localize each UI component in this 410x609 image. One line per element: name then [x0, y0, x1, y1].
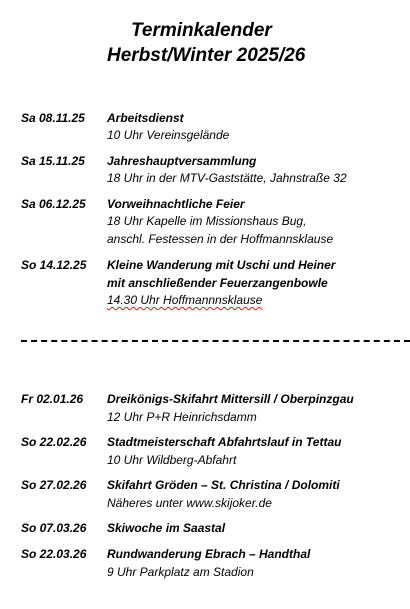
event-detail: 10 Uhr Wildberg-Abfahrt [107, 453, 237, 467]
event-date: Sa 15.11.25 [21, 154, 85, 168]
event-date: Fr 02.01.26 [21, 392, 84, 406]
event-date: Sa 06.12.25 [21, 197, 86, 211]
section-divider [21, 340, 410, 342]
event-title: Stadtmeisterschaft Abfahrtslauf in Tettau [107, 435, 342, 449]
event-date: Sa 08.11.25 [21, 111, 85, 125]
page-title-line1: Terminkalender [131, 20, 272, 41]
event-date: So 22.03.26 [21, 547, 87, 561]
event-detail: 18 Uhr in der MTV-Gaststätte, Jahnstraße 32 [107, 171, 347, 185]
page-title-line2: Herbst/Winter 2025/26 [107, 45, 306, 66]
event-title: Rundwanderung Ebrach – Handthal [107, 547, 311, 561]
event-date: So 14.12.25 [21, 258, 87, 272]
event-detail: 18 Uhr Kapelle im Missionshaus Bug, [107, 214, 307, 228]
event-title: Vorweihnachtliche Feier [107, 197, 245, 211]
event-date: So 22.02.26 [21, 435, 87, 449]
event-detail: 12 Uhr P+R Heinrichsdamm [107, 410, 257, 424]
event-title: Dreikönigs-Skifahrt Mittersill / Oberpinzgau [107, 392, 354, 406]
event-detail: Näheres unter www.skijoker.de [107, 496, 272, 510]
event-detail: 10 Uhr Vereinsgelände [107, 128, 230, 142]
event-date: So 07.03.26 [21, 521, 87, 535]
event-title: Skiwoche im Saastal [107, 521, 226, 535]
event-title-line2: mit anschließender Feuerzangenbowle [107, 276, 328, 290]
event-detail: anschl. Festessen in der Hoffmannsklause [107, 232, 334, 246]
event-date: So 27.02.26 [21, 478, 87, 492]
event-title: Jahreshauptversammlung [107, 154, 257, 168]
event-detail: 9 Uhr Parkplatz am Stadion [107, 565, 254, 579]
event-title: Skifahrt Gröden – St. Christina / Dolomiti [107, 478, 340, 492]
event-detail: 14.30 Uhr Hoffmannnsklause [107, 293, 263, 307]
event-title: Kleine Wanderung mit Uschi und Heiner [107, 258, 336, 272]
event-title: Arbeitsdienst [107, 111, 184, 125]
